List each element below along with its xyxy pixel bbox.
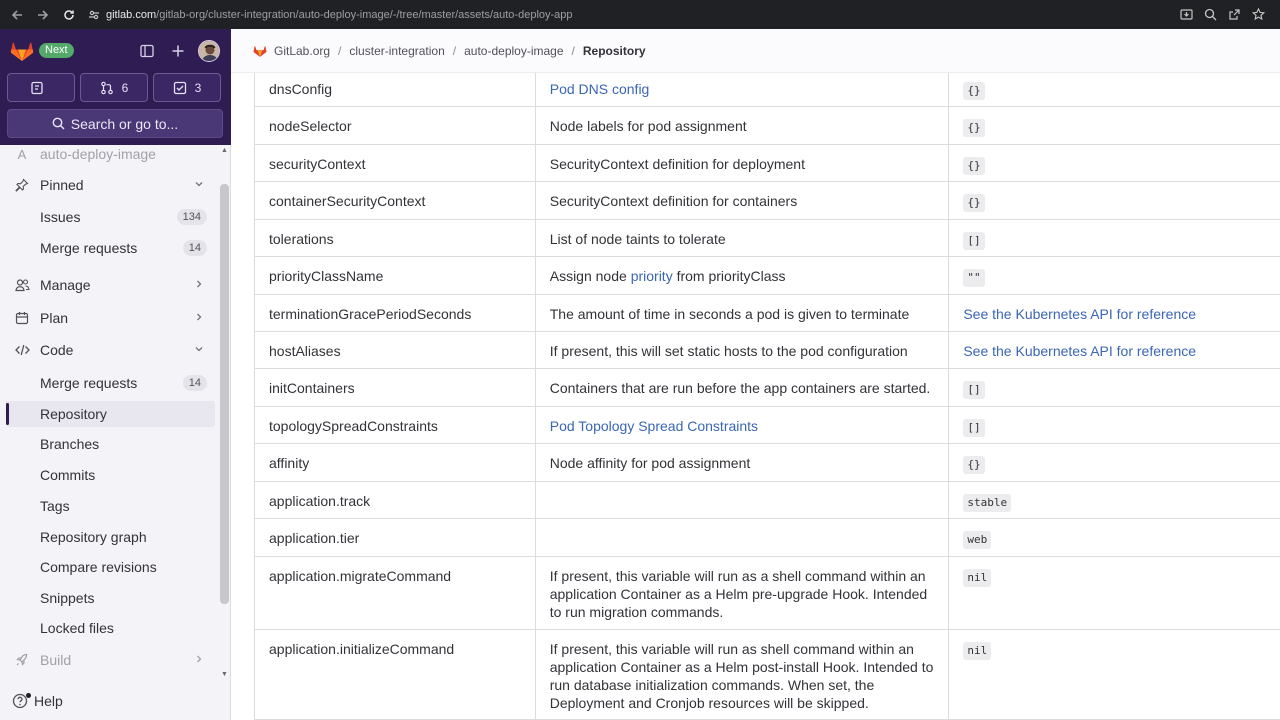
sidebar-item-branches[interactable] bbox=[0, 431, 216, 457]
url-path: /gitlab-org/cluster-integration/auto-deploy-image/-/tree/master/assets/auto-deploy-app bbox=[156, 8, 573, 21]
user-avatar[interactable] bbox=[198, 40, 220, 62]
sidebar-item-commits[interactable] bbox=[0, 462, 216, 488]
search-icon bbox=[52, 117, 65, 130]
sidebar-section-code[interactable] bbox=[0, 337, 216, 363]
breadcrumb-separator: / bbox=[571, 43, 575, 58]
param-description-cell bbox=[536, 630, 950, 719]
chevron-down-icon bbox=[194, 179, 206, 192]
sidebar-item-pinned-merge-requests[interactable] bbox=[0, 235, 216, 261]
rocket-icon bbox=[14, 652, 30, 668]
sidebar-item-label: Compare revisions bbox=[40, 559, 157, 575]
todo-icon bbox=[173, 81, 187, 95]
help-icon bbox=[12, 693, 28, 709]
param-default-cell bbox=[949, 369, 1280, 406]
sidebar-item-pinned-issues[interactable] bbox=[0, 204, 216, 230]
description-text: If present, this will set static hosts to the pod configuration bbox=[549, 343, 908, 359]
breadcrumb-item-current[interactable]: Repository bbox=[582, 43, 646, 58]
sidebar-item-locked-files[interactable] bbox=[0, 615, 216, 641]
param-description-cell bbox=[536, 407, 950, 443]
param-default-cell bbox=[949, 182, 1280, 219]
param-name-cell: application.tier bbox=[255, 519, 536, 556]
readme-content bbox=[231, 73, 1280, 720]
param-description-cell bbox=[536, 444, 950, 481]
todos-button[interactable] bbox=[153, 73, 221, 102]
kubernetes-api-link[interactable]: See the Kubernetes API for reference bbox=[963, 306, 1197, 322]
description-text: If present, this variable will run as a shell command within an application Container as a Helm pre-upgrade Hook. Intended to run migration commands. bbox=[549, 568, 928, 620]
param-name-cell: application.migrateCommand bbox=[255, 557, 536, 629]
sidebar-item-merge-requests[interactable] bbox=[0, 370, 216, 396]
reload-button[interactable] bbox=[58, 4, 80, 26]
assigned-issues-button[interactable] bbox=[7, 73, 75, 102]
breadcrumb-item-subgroup[interactable]: cluster-integration bbox=[349, 43, 445, 58]
sidebar-item-snippets[interactable] bbox=[0, 585, 216, 611]
description-text: from priorityClass bbox=[672, 268, 786, 284]
param-name-cell: dnsConfig bbox=[255, 73, 536, 106]
param-default-cell bbox=[949, 145, 1280, 181]
param-default-cell bbox=[949, 107, 1280, 144]
param-default-cell bbox=[949, 407, 1280, 443]
param-description-cell bbox=[536, 107, 950, 144]
sidebar-item-label: Snippets bbox=[40, 590, 95, 606]
param-name-cell: terminationGracePeriodSeconds bbox=[255, 295, 536, 331]
table-row bbox=[255, 630, 1280, 720]
param-description-cell bbox=[536, 369, 950, 406]
code-label: Code bbox=[40, 342, 74, 358]
param-description-cell bbox=[536, 73, 950, 106]
chevron-right-icon bbox=[194, 654, 206, 667]
project-name-item[interactable] bbox=[0, 145, 216, 167]
gitlab-logo-icon[interactable] bbox=[10, 40, 34, 62]
table-row bbox=[255, 182, 1280, 220]
chevron-down-icon bbox=[194, 344, 206, 357]
issues-icon bbox=[30, 81, 44, 95]
param-name-cell: topologySpreadConstraints bbox=[255, 407, 536, 443]
address-bar[interactable] bbox=[88, 4, 1178, 26]
sidebar-item-repository[interactable] bbox=[6, 401, 215, 427]
description-link[interactable]: Pod DNS config bbox=[549, 81, 650, 97]
next-badge[interactable]: Next bbox=[39, 43, 74, 58]
project-avatar-icon: A bbox=[17, 146, 27, 162]
search-label: Search or go to... bbox=[70, 115, 179, 132]
chevron-right-icon bbox=[194, 312, 206, 325]
param-name-cell: affinity bbox=[255, 444, 536, 481]
help-label: Help bbox=[34, 693, 63, 709]
default-value-code: {} bbox=[963, 82, 984, 100]
users-icon bbox=[14, 277, 30, 293]
sidebar-section-manage[interactable] bbox=[0, 272, 216, 298]
param-name-cell: application.initializeCommand bbox=[255, 630, 536, 719]
sidebar-section-build[interactable] bbox=[0, 647, 216, 673]
manage-label: Manage bbox=[40, 277, 91, 293]
description-text: SecurityContext definition for deployment bbox=[549, 156, 805, 172]
table-row bbox=[255, 257, 1280, 295]
param-default-cell bbox=[949, 332, 1280, 368]
param-default-cell bbox=[949, 519, 1280, 556]
sidebar-item-repository-graph[interactable] bbox=[0, 524, 216, 550]
breadcrumb-item-project[interactable]: auto-deploy-image bbox=[464, 43, 564, 58]
kubernetes-api-link[interactable]: See the Kubernetes API for reference bbox=[963, 343, 1197, 359]
param-description-cell bbox=[536, 257, 950, 294]
build-label: Build bbox=[40, 652, 72, 668]
merge-requests-count-badge: 14 bbox=[183, 240, 207, 256]
default-value-code: {} bbox=[963, 456, 984, 474]
description-text: List of node taints to tolerate bbox=[549, 231, 726, 247]
reload-icon bbox=[63, 9, 75, 21]
param-description-cell bbox=[536, 519, 950, 556]
param-description-cell bbox=[536, 220, 950, 256]
chevron-right-icon bbox=[194, 279, 206, 292]
table-row bbox=[255, 295, 1280, 332]
description-text: SecurityContext definition for containers bbox=[549, 193, 798, 209]
description-link[interactable]: Pod Topology Spread Constraints bbox=[549, 418, 759, 434]
param-description-cell bbox=[536, 557, 950, 629]
default-value-code: {} bbox=[963, 119, 984, 137]
site-info-icon[interactable] bbox=[88, 9, 100, 21]
search-button[interactable] bbox=[7, 109, 223, 138]
param-name-cell: initContainers bbox=[255, 369, 536, 406]
default-value-code: {} bbox=[963, 157, 984, 175]
sidebar-item-compare-revisions[interactable] bbox=[0, 554, 216, 580]
calendar-icon bbox=[14, 310, 30, 326]
url-domain: gitlab.com bbox=[106, 8, 157, 21]
param-name-cell: priorityClassName bbox=[255, 257, 536, 294]
browser-toolbar bbox=[0, 0, 1280, 29]
default-value-code: [] bbox=[963, 232, 984, 250]
sidebar-item-tags[interactable] bbox=[0, 493, 216, 519]
param-name-cell: nodeSelector bbox=[255, 107, 536, 144]
param-description-cell bbox=[536, 482, 950, 518]
thumbtack-icon bbox=[14, 177, 30, 193]
sidebar-nav bbox=[0, 145, 231, 720]
param-description-cell bbox=[536, 182, 950, 219]
breadcrumb-item-group[interactable]: GitLab.org bbox=[274, 43, 331, 58]
description-text: Node labels for pod assignment bbox=[549, 118, 747, 134]
param-name-cell: securityContext bbox=[255, 145, 536, 181]
sidebar-item-label: Merge requests bbox=[40, 240, 138, 256]
install-app-icon[interactable] bbox=[1178, 7, 1194, 23]
table-row bbox=[255, 145, 1280, 182]
scroll-up-arrow[interactable]: ▲ bbox=[221, 147, 228, 154]
param-name-cell: tolerations bbox=[255, 220, 536, 256]
todos-count: 3 bbox=[194, 80, 202, 95]
param-name-cell: containerSecurityContext bbox=[255, 182, 536, 219]
param-default-cell bbox=[949, 630, 1280, 719]
default-value-code: stable bbox=[963, 494, 1011, 512]
zoom-icon[interactable] bbox=[1202, 7, 1218, 23]
table-row bbox=[255, 332, 1280, 369]
default-value-code: web bbox=[963, 531, 991, 549]
table-row bbox=[255, 369, 1280, 407]
description-text: The amount of time in seconds a pod is given to terminate bbox=[549, 306, 910, 322]
parameters-table bbox=[254, 73, 1280, 720]
issues-count-badge: 134 bbox=[177, 209, 207, 225]
sidebar bbox=[0, 29, 231, 720]
description-text: Assign node bbox=[549, 268, 631, 284]
sidebar-item-label: Repository graph bbox=[40, 529, 147, 545]
help-button[interactable] bbox=[12, 693, 63, 709]
table-row bbox=[255, 519, 1280, 557]
param-default-cell bbox=[949, 73, 1280, 106]
breadcrumb-separator: / bbox=[452, 43, 457, 58]
param-default-cell bbox=[949, 444, 1280, 481]
sidebar-header bbox=[0, 29, 231, 145]
default-value-code: nil bbox=[963, 569, 991, 587]
plan-label: Plan bbox=[40, 310, 69, 326]
default-value-code: [] bbox=[963, 381, 984, 399]
table-row bbox=[255, 557, 1280, 630]
sidebar-item-label: Tags bbox=[40, 498, 70, 514]
create-new-icon[interactable] bbox=[168, 41, 188, 61]
sidebar-item-label: Commits bbox=[40, 467, 96, 483]
merge-requests-button[interactable] bbox=[80, 73, 148, 102]
description-link[interactable]: priority bbox=[630, 268, 673, 284]
bookmark-star-icon[interactable] bbox=[1250, 7, 1266, 23]
sidebar-item-label: Issues bbox=[40, 209, 81, 225]
scroll-down-arrow[interactable]: ▼ bbox=[221, 671, 228, 678]
sidebar-section-pinned[interactable] bbox=[0, 172, 216, 198]
sidebar-item-label: Merge requests bbox=[40, 375, 138, 391]
arrow-right-icon bbox=[37, 9, 49, 21]
sidebar-section-plan[interactable] bbox=[0, 305, 216, 331]
table-row bbox=[255, 407, 1280, 444]
description-text: Containers that are run before the app containers are started. bbox=[549, 380, 931, 396]
share-icon[interactable] bbox=[1226, 7, 1242, 23]
description-text: If present, this variable will run as shell command within an application Container as a Helm post-install Hook. Intended to run database initialization commands. When set, the Deployment and Cronjob resources will be skipped. bbox=[549, 641, 934, 711]
project-name: auto-deploy-image bbox=[40, 146, 156, 162]
param-default-cell bbox=[949, 295, 1280, 331]
default-value-code: "" bbox=[963, 269, 984, 287]
sidebar-item-label: Repository bbox=[40, 406, 107, 422]
sidebar-item-label: Branches bbox=[40, 436, 100, 452]
param-default-cell bbox=[949, 257, 1280, 294]
param-name-cell: application.track bbox=[255, 482, 536, 518]
description-text: Node affinity for pod assignment bbox=[549, 455, 751, 471]
default-value-code: [] bbox=[963, 419, 984, 437]
merge-requests-count-badge: 14 bbox=[183, 375, 207, 391]
table-row bbox=[255, 444, 1280, 482]
param-default-cell bbox=[949, 220, 1280, 256]
table-row bbox=[255, 220, 1280, 257]
param-default-cell bbox=[949, 482, 1280, 518]
table-row bbox=[255, 73, 1280, 107]
merge-requests-count: 6 bbox=[121, 80, 129, 95]
param-description-cell bbox=[536, 295, 950, 331]
toggle-sidebar-icon[interactable] bbox=[137, 41, 157, 61]
arrow-left-icon bbox=[11, 9, 23, 21]
table-row bbox=[255, 482, 1280, 519]
default-value-code: nil bbox=[963, 642, 991, 660]
sidebar-scrollbar[interactable] bbox=[220, 184, 229, 604]
table-row bbox=[255, 107, 1280, 145]
code-icon bbox=[14, 342, 30, 358]
gitlab-org-avatar-icon bbox=[253, 44, 267, 58]
default-value-code: {} bbox=[963, 194, 984, 212]
param-default-cell bbox=[949, 557, 1280, 629]
pinned-label: Pinned bbox=[40, 177, 84, 193]
forward-button[interactable] bbox=[32, 4, 54, 26]
breadcrumb-separator: / bbox=[338, 43, 342, 58]
back-button[interactable] bbox=[6, 4, 28, 26]
merge-request-icon bbox=[100, 81, 114, 95]
param-name-cell: hostAliases bbox=[255, 332, 536, 368]
sidebar-item-label: Locked files bbox=[40, 620, 114, 636]
param-description-cell bbox=[536, 145, 950, 181]
breadcrumb bbox=[231, 29, 1280, 73]
param-description-cell bbox=[536, 332, 950, 368]
